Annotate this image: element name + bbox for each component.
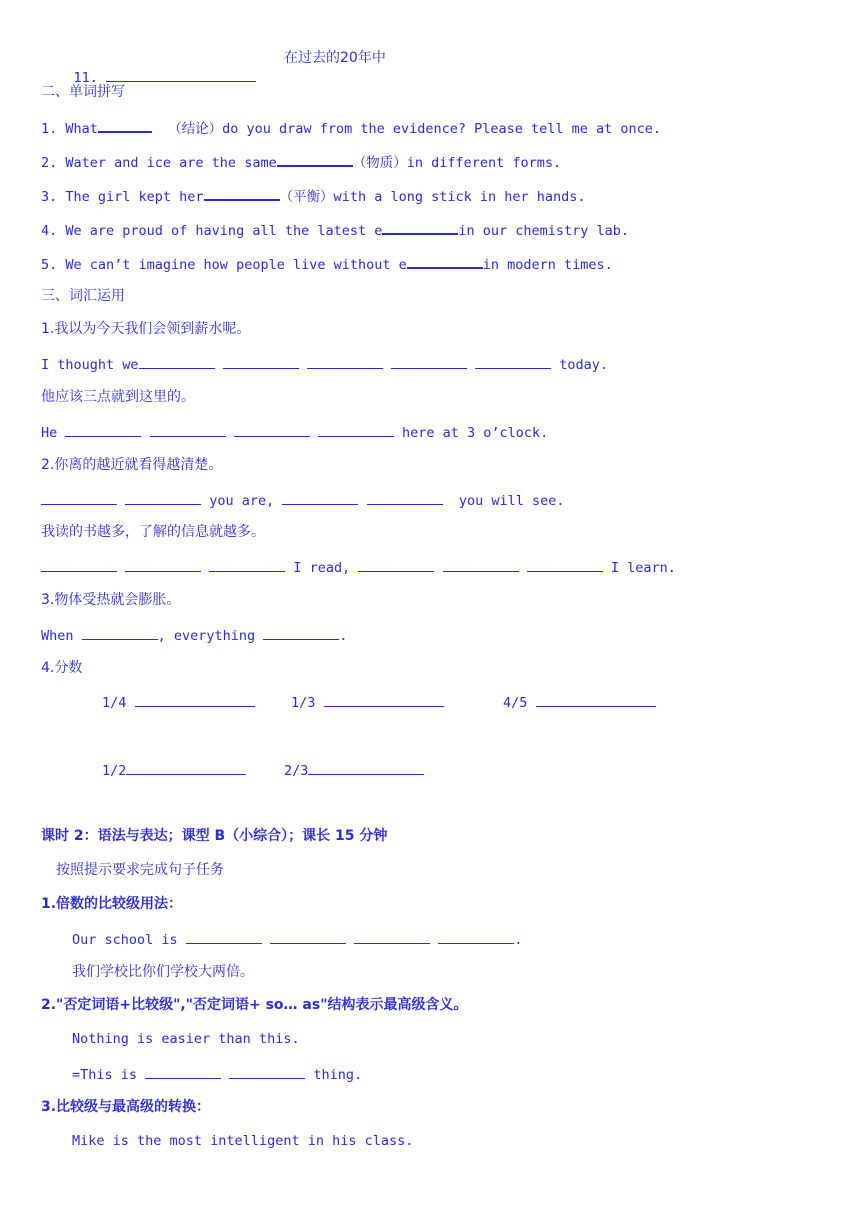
vocab-q2-blank-2[interactable] xyxy=(125,490,201,505)
vocab-q3-blank-1[interactable] xyxy=(82,625,158,640)
grammar-2-prefix: =This is xyxy=(72,1067,146,1083)
section-2-heading: 二、单词拼写 xyxy=(41,84,125,100)
spelling-q3 xyxy=(41,185,586,206)
vocab-q1b-english xyxy=(41,422,548,442)
vocab-q2b-blank-5[interactable] xyxy=(443,557,519,572)
vocab-q1-blank-3[interactable] xyxy=(307,354,383,369)
vocab-q1-blank-5[interactable] xyxy=(475,354,551,369)
vocab-q2b-blank-2[interactable] xyxy=(125,557,201,572)
fraction-4-5-blank[interactable] xyxy=(536,692,656,707)
vocab-q1b-prefix: He xyxy=(41,425,66,441)
spelling-q2-prefix: 2. Water and ice are the same xyxy=(41,155,277,171)
vocab-q1-suffix: today. xyxy=(551,357,609,373)
vocab-q2b-english xyxy=(41,557,676,577)
spelling-q3-blank[interactable] xyxy=(204,185,280,201)
vocab-q2b-blank-3[interactable] xyxy=(209,557,285,572)
vocab-q1b-blank-3[interactable] xyxy=(234,422,310,437)
grammar-2-blank-1[interactable] xyxy=(145,1064,221,1079)
vocab-q3-english xyxy=(41,625,347,645)
spelling-q2-blank[interactable] xyxy=(277,151,353,167)
vocab-q2-blank-3[interactable] xyxy=(282,490,358,505)
fraction-4-5-label: 4/5 xyxy=(503,695,536,711)
vocab-q2b-suffix: I learn. xyxy=(602,560,676,576)
item-11-blank[interactable] xyxy=(106,67,256,82)
grammar-1-chinese: 我们学校比你们学校大两倍。 xyxy=(72,964,254,980)
fraction-1-4-blank[interactable] xyxy=(135,692,255,707)
grammar-3-title: 3.比较级与最高级的转换： xyxy=(41,1099,211,1115)
grammar-2-blank-2[interactable] xyxy=(229,1064,305,1079)
fraction-1-2-blank[interactable] xyxy=(126,760,246,775)
spelling-q1-prefix: 1. What xyxy=(41,121,98,137)
vocab-q2b-blank-1[interactable] xyxy=(41,557,117,572)
grammar-1-suffix: . xyxy=(514,932,523,948)
vocab-q1b-suffix: here at 3 o’clock. xyxy=(393,425,549,441)
spelling-q5 xyxy=(41,253,613,274)
grammar-1-title: 1.倍数的比较级用法： xyxy=(41,896,183,912)
spelling-q4-suffix: in our chemistry lab. xyxy=(458,223,630,239)
vocab-q1b-blank-2[interactable] xyxy=(150,422,226,437)
fraction-1-3 xyxy=(291,692,444,712)
spelling-q5-blank[interactable] xyxy=(407,253,483,269)
fraction-2-3-label: 2/3 xyxy=(284,763,309,779)
spelling-q3-suffix: （平衡）with a long stick in her hands. xyxy=(279,189,586,205)
vocab-q2b-middle: I read, xyxy=(285,560,359,576)
vocab-q1-blank-1[interactable] xyxy=(139,354,215,369)
vocab-q3-blank-2[interactable] xyxy=(263,625,339,640)
spelling-q5-suffix: in modern times. xyxy=(482,257,613,273)
fraction-1-3-label: 1/3 xyxy=(291,695,324,711)
vocab-q2-blank-4[interactable] xyxy=(367,490,443,505)
grammar-2-sentence: Nothing is easier than this. xyxy=(72,1031,300,1047)
spelling-q3-prefix: 3. The girl kept her xyxy=(41,189,204,205)
spelling-q1 xyxy=(41,117,661,138)
grammar-1-blank-1[interactable] xyxy=(186,929,262,944)
vocab-q2-blank-1[interactable] xyxy=(41,490,117,505)
vocab-q1b-chinese: 他应该三点就到这里的。 xyxy=(41,389,195,405)
vocab-q1-blank-4[interactable] xyxy=(391,354,467,369)
spelling-q5-prefix: 5. We can’t imagine how people live without e xyxy=(41,257,407,273)
vocab-q4-chinese: 4.分数 xyxy=(41,660,83,676)
grammar-1-prefix: Our school is xyxy=(72,932,186,948)
spelling-q2-suffix: （物质）in different forms. xyxy=(352,155,562,171)
fraction-2-3-blank[interactable] xyxy=(308,760,424,775)
vocab-q2b-blank-6[interactable] xyxy=(527,557,603,572)
vocab-q1-english xyxy=(41,354,608,374)
fraction-4-5 xyxy=(503,692,656,712)
vocab-q2b-blank-4[interactable] xyxy=(358,557,434,572)
grammar-1-english xyxy=(72,929,522,949)
grammar-1-blank-2[interactable] xyxy=(270,929,346,944)
vocab-q3-middle: , everything xyxy=(157,628,264,644)
grammar-1-blank-3[interactable] xyxy=(354,929,430,944)
item-11-text: 在过去的20年中 xyxy=(284,50,386,66)
fraction-1-2 xyxy=(102,760,246,780)
vocab-q2-chinese: 2.你离的越近就看得越清楚。 xyxy=(41,457,223,473)
fraction-1-2-label: 1/2 xyxy=(102,763,127,779)
vocab-q2-english xyxy=(41,490,564,510)
grammar-1-blank-4[interactable] xyxy=(438,929,514,944)
fraction-1-3-blank[interactable] xyxy=(324,692,444,707)
spelling-q2 xyxy=(41,151,561,172)
spelling-q4 xyxy=(41,219,629,240)
fraction-2-3 xyxy=(284,760,424,780)
spelling-q1-suffix: （结论）do you draw from the evidence? Please tell me at once. xyxy=(151,121,662,137)
vocab-q2b-chinese: 我读的书越多，了解的信息就越多。 xyxy=(41,524,265,540)
vocab-q3-suffix: . xyxy=(339,628,348,644)
fraction-1-4-label: 1/4 xyxy=(102,695,135,711)
lesson-2-heading: 课时 2：语法与表达；课型 B（小综合）；课长 15 分钟 xyxy=(41,828,388,844)
spelling-q4-prefix: 4. We are proud of having all the latest e xyxy=(41,223,383,239)
section-3-heading: 三、词汇运用 xyxy=(41,288,125,304)
spelling-q4-blank[interactable] xyxy=(382,219,458,235)
vocab-q1-prefix: I thought we xyxy=(41,357,139,373)
vocab-q2-middle: you are, xyxy=(201,493,283,509)
spelling-q1-blank[interactable] xyxy=(98,117,152,133)
grammar-2-rewrite xyxy=(72,1064,362,1084)
vocab-q3-prefix: When xyxy=(41,628,82,644)
vocab-q1b-blank-1[interactable] xyxy=(65,422,141,437)
vocab-q2-suffix: you will see. xyxy=(442,493,565,509)
item-11-number: 11. xyxy=(73,70,98,86)
vocab-q1-blank-2[interactable] xyxy=(223,354,299,369)
fraction-1-4 xyxy=(102,692,255,712)
vocab-q1-chinese: 1.我以为今天我们会领到薪水呢。 xyxy=(41,321,251,337)
vocab-q1b-blank-4[interactable] xyxy=(318,422,394,437)
grammar-3-sentence: Mike is the most intelligent in his class. xyxy=(72,1133,414,1149)
grammar-2-title: 2."否定词语+比较级","否定词语+ so… as"结构表示最高级含义。 xyxy=(41,997,468,1013)
vocab-q3-chinese: 3.物体受热就会膨胀。 xyxy=(41,592,181,608)
grammar-2-suffix: thing. xyxy=(305,1067,363,1083)
lesson-2-instruction: 按照提示要求完成句子任务 xyxy=(56,862,224,878)
